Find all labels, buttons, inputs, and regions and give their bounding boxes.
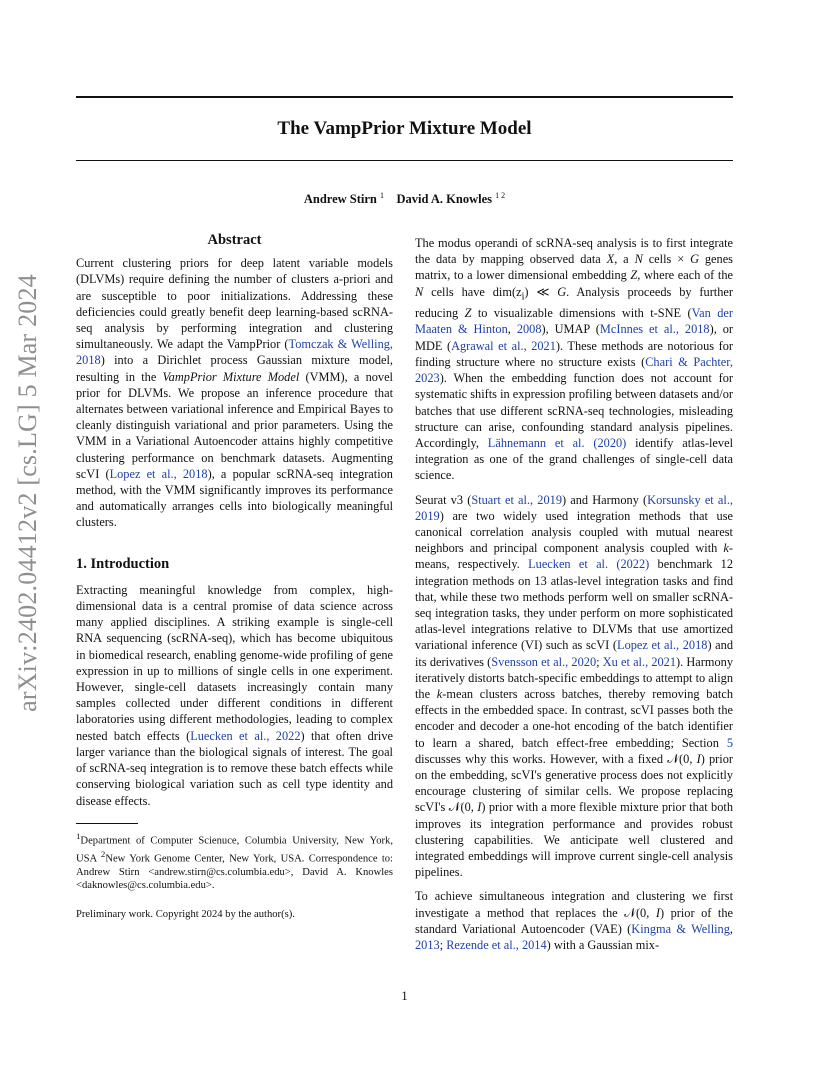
arxiv-identifier-stamp [10,274,46,712]
text-run: ), a popular scRNA-seq integration method, with the VMM significantly improves its performance and automatically arranges cells into biologically meaningful clusters. [76,466,393,530]
text-run: ) and its derivatives ( [415,638,733,669]
text-run: ) prior on the embedding, scVI's generative process does not explicitly encourage clustering of similar cells. We propose replacing scVI's 𝒩(0, [415,751,733,815]
text-run: cells have dim(z [423,284,522,299]
text-run: discusses why this works. However, with a fixed 𝒩(0, [415,751,697,766]
citation-link[interactable]: Rezende et al., 2014 [446,938,547,952]
italic-text: I [655,905,660,920]
italic-text: N [634,252,643,267]
footnote-divider [76,823,138,824]
left-column [76,232,393,921]
text-run: ), UMAP ( [541,322,600,337]
script-text: 2 [100,848,106,859]
text-run: ) prior with a more flexible mixture prior that both improves its integration performance and provides robust clustering capabilities. We anticipate well clustered and integrated embeddings will improve current single-cell analysis pipelines. [415,800,733,880]
citation-link[interactable]: Lähnemann et al. (2020) [487,435,627,450]
citation-link[interactable]: Tomczak & Welling, 2018 [76,337,394,368]
citation-link[interactable]: McInnes et al., 2018 [599,322,710,337]
text-run: , [729,921,733,936]
italic-text: I [696,751,701,766]
author-affiliation: 1 2 [495,191,506,200]
citation-link[interactable]: 2008 [516,322,542,337]
text-run: ) into a Dirichlet process Gaussian mixture model, resulting in the [76,353,393,384]
text-run: ). When the embedding function does not account for systematic shifts in expression profiling between datasets and/or batches that use different scRNA-seq technologies, misleading structure can arise, confounding standard analysis pipelines. Accordingly, [415,371,733,450]
text-run: ). Harmony iteratively distorts batch-specific embeddings to attempt to align the [415,654,734,701]
italic-text: G [690,252,699,267]
affiliation-footnote [76,830,393,893]
citation-link[interactable]: 2013 [415,938,440,952]
body-paragraph [415,888,733,953]
text-run: , [507,322,517,337]
text-run: benchmark 12 integration methods on 13 atlas-level integration tasks and find that, while these two methods perform well on smaller scRNA-seq integration tasks, they under perform on more sophisticated atlas-level integrations relative to DLVMs that use amortized variational inference (VI) such as scVI ( [415,557,734,653]
text-run: ) ≪ [524,284,558,299]
text-run: identify atlas-level integration as one of the grand challenges of single-cell data science. [415,435,733,483]
citation-link[interactable]: Lopez et al., 2018 [617,638,708,653]
citation-link[interactable]: Korsunsky et al., 2019 [415,492,733,523]
text-run: ) and Harmony ( [562,492,648,507]
author-affiliation: 1 [380,191,385,200]
introduction-paragraph [76,582,393,809]
citation-link[interactable]: Xu et al., 2021 [602,654,677,669]
italic-text: Z [464,306,472,321]
paper-title: The VampPrior Mixture Model [277,118,532,139]
text-run: ), or MDE ( [415,322,734,353]
citation-link[interactable]: Svensson et al., 2020 [491,654,597,669]
abstract-heading: Abstract [207,232,262,248]
text-run: To achieve simultaneous integration and clustering we first investigate a method that replaces the 𝒩(0, [415,889,733,920]
text-run: to visualizable dimensions with t-SNE ( [471,306,692,321]
text-run: ) are two widely used integration methods that use canonical correlation analysis coupled with mutual nearest neighbors and principal component analysis coupled with [415,508,733,556]
text-run: The modus operandi of scRNA-seq analysis is to first integrate the data by mapping observed data [415,236,733,267]
right-column [415,235,733,953]
script-text: i [521,291,525,303]
italic-text: G [557,284,567,299]
italic-text: Z [630,268,638,283]
text-run: ; [439,938,447,952]
text-run: -means, respectively. [415,541,733,572]
script-text: 1 [76,830,81,841]
text-run: , where each of the [637,268,733,283]
citation-link[interactable]: Van der Maaten & Hinton [415,306,733,337]
text-run: Extracting meaningful knowledge from complex, high-dimensional data is a central promise of data science across many applied disciplines. A striking example is single-cell RNA sequencing (scRNA-seq), which has become ubiquitous in biomedical research, enabling genome-wide profiling of gene expression in up to millions of single cells in one experiment. However, single-cell datasets increasingly contain many samples collected under different conditions in different laboratories using different methodologies, leading to complex nested batch effects ( [76,582,393,743]
title-rule-bottom [76,160,733,161]
text-run: ; [596,654,603,669]
text-run: Seurat v3 ( [415,492,472,507]
citation-link[interactable]: Kingma & Welling [631,921,730,936]
text-run: cells × [642,252,691,267]
text-run: , a [614,252,635,267]
citation-link[interactable]: Chari & Pachter, 2023 [415,354,733,386]
text-run: Current clustering priors for deep latent variable models (DLVMs) require defining the number of clusters a-priori and are susceptible to poor initializations. Addressing these deficiencies could greatly benefit deep learning-based scRNA-seq analysis by performing integration and clustering simultaneously. We adapt the VampPrior ( [76,256,393,352]
text-run: (VMM), a novel prior for DLVMs. We propose an inference procedure that alternates between variational inference and Empirical Bayes to cleanly distinguish variational and prior parameters. Using the VMM in a Variational Autoencoder attains highly competitive clustering performance on benchmark datasets. Augmenting scVI ( [76,369,393,481]
citation-link[interactable]: Luecken et al. (2022) [528,557,650,572]
italic-text: k [723,541,729,556]
citation-link[interactable]: Stuart et al., 2019 [471,492,562,507]
text-run: ) that often drive larger variance than the biological signals of interest. The goal of scRNA-seq integration is to remove these batch effects while conserving biological variation such as cell type identity and disease effects. [76,728,393,808]
text-run: genes matrix, to a lower dimensional embedding [415,252,733,283]
italic-text: X [606,252,615,267]
page-number: 1 [401,989,408,1003]
section-heading-introduction: 1. Introduction [76,555,170,572]
abstract-body [76,255,393,530]
italic-text: k [436,686,443,701]
text-run: Department of Computer Scienuce, Columbia University, New York, USA [76,835,393,865]
title-rule-top [76,96,733,98]
text-run: ) with a Gaussian mix- [546,938,660,952]
author-name: David A. Knowles [396,192,493,207]
author-list [76,191,733,207]
italic-text: I [477,800,482,815]
italic-text: VampPrior Mixture Model [162,369,300,384]
italic-text: N [415,284,424,299]
text-run: ). These methods are notorious for finding structure where no structure exists ( [415,338,733,369]
body-paragraph [415,235,733,484]
citation-link[interactable]: Agrawal et al., 2021 [451,338,556,353]
text-run: New York Genome Center, New York, USA. Correspondence to: Andrew Stirn <andrew.stirn@cs.columbia.edu>, David A. Knowles <daknowles@cs.columbia.edu>. [76,853,393,891]
citation-link[interactable]: Luecken et al., 2022 [190,728,301,743]
text-run: . Analysis proceeds by further reducing [415,284,733,321]
arxiv-identifier: arXiv:2402.04412v2 [cs.LG] 5 Mar 2024 [13,274,42,712]
copyright-note: Preliminary work. Copyright 2024 by the author(s). [76,909,295,921]
author-name: Andrew Stirn [303,192,377,207]
text-run: -mean clusters across batches, thereby removing batch effects in the embedded space. In contrast, scVI passes both the encoder and decoder a one-hot encoding of the batch identifier to learn a shared, batch effect-free embedding; Section [415,686,733,750]
body-paragraph [415,492,733,881]
text-run: ) prior of the standard Variational Autoencoder (VAE) ( [415,905,733,936]
citation-link[interactable]: 5 [726,735,733,750]
citation-link[interactable]: Lopez et al., 2018 [109,466,208,481]
